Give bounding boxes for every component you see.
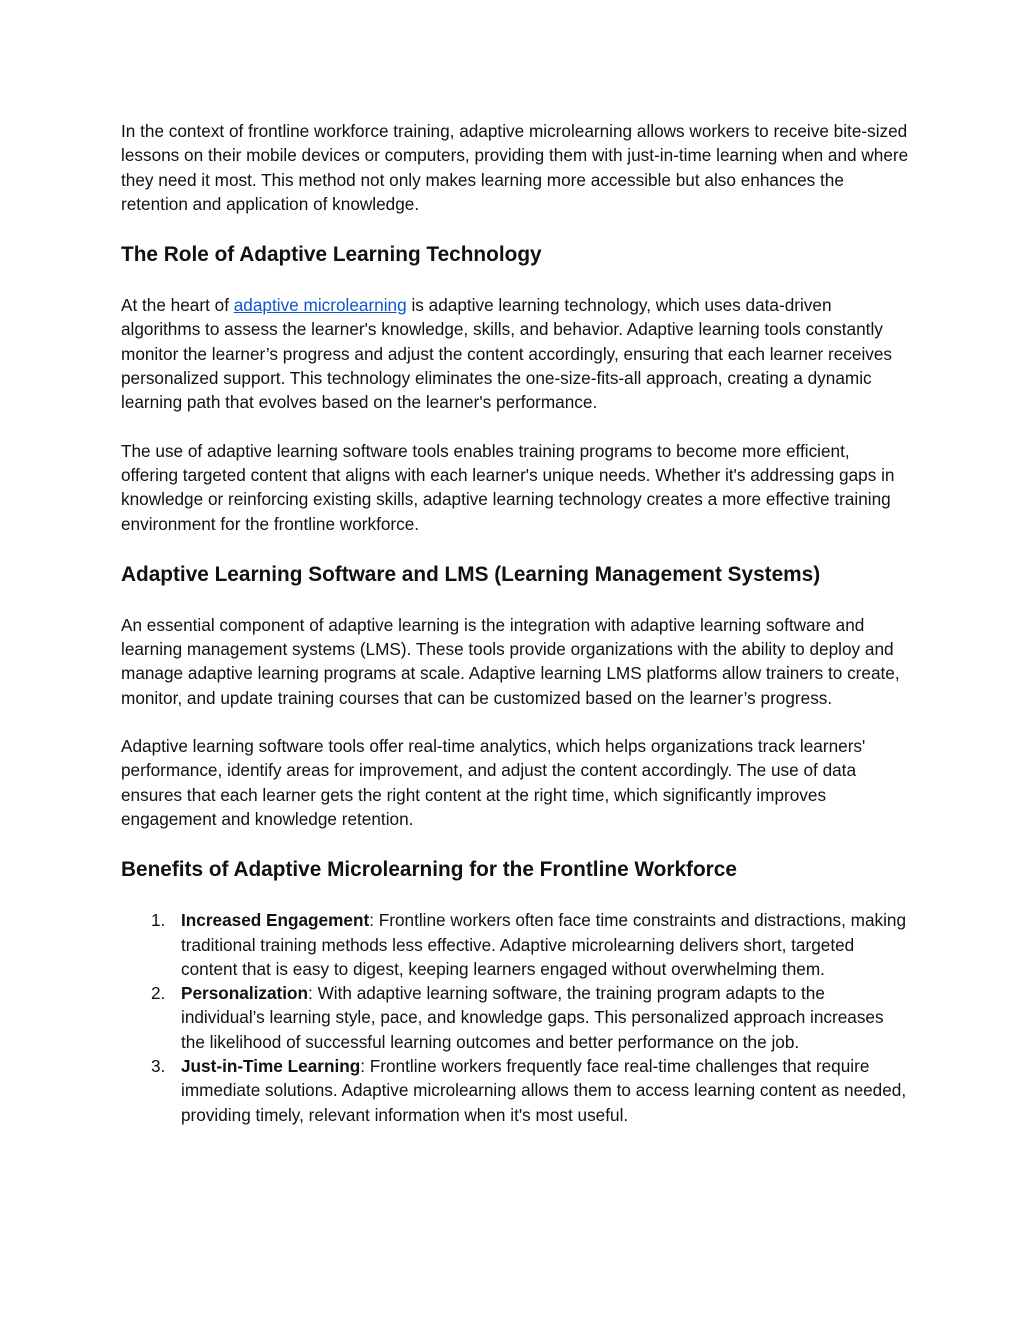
spacer xyxy=(121,710,911,734)
list-item-title: Personalization xyxy=(181,983,309,1004)
role-paragraph-1-rest: is adaptive learning technology, which uses data-driven algorithms to assess the learner's knowledge, skills, and behavior. Adaptive learning tools constantly monitor the learner’s progress and adjust the content accordingly, ensuring that each learner receives personalized support. This technology eliminates the one-size-fits-all approach, creating a dynamic learning path that evolves based on the learner's performance. xyxy=(121,295,893,413)
spacer xyxy=(121,884,911,908)
benefits-list xyxy=(121,908,911,1127)
spacer xyxy=(121,589,911,613)
list-item-text: : With adaptive learning software, the training program adapts to the individual’s learning style, pace, and knowledge gaps. This personalized approach increases the likelihood of successful learning outcomes and better performance on the job. xyxy=(181,983,884,1052)
document-page xyxy=(121,119,911,1127)
section-heading-benefits: Benefits of Adaptive Microlearning for the Frontline Workforce xyxy=(121,858,737,882)
list-item-title: Just-in-Time Learning xyxy=(181,1056,361,1077)
lms-paragraph-2: Adaptive learning software tools offer real-time analytics, which helps organizations track learners' performance, identify areas for improvement, and adjust the content accordingly. The use of data ensures that each learner gets the right content at the right time, which significantly improves engagement and knowledge retention. xyxy=(121,736,866,829)
list-item-just-in-time-learning xyxy=(121,1054,911,1127)
section-heading-role-of-adaptive-learning: The Role of Adaptive Learning Technology xyxy=(121,243,542,267)
adaptive-microlearning-link[interactable]: adaptive microlearning xyxy=(233,295,407,316)
spacer xyxy=(121,216,911,241)
intro-paragraph: In the context of frontline workforce training, adaptive microlearning allows workers to receive bite-sized lessons on their mobile devices or computers, providing them with just-in-time learning when and where they need it most. This method not only makes learning more accessible but also enhances the retention and application of knowledge. xyxy=(121,121,909,214)
list-item-title: Increased Engagement xyxy=(181,910,370,931)
lms-paragraph-1: An essential component of adaptive learning is the integration with adaptive learning software and learning management systems (LMS). These tools provide organizations with the ability to deploy and manage adaptive learning programs at scale. Adaptive learning LMS platforms allow trainers to create, monitor, and update training courses that can be customized based on the learner’s progress. xyxy=(121,614,900,708)
role-paragraph-1-start: At the heart of xyxy=(121,295,234,316)
list-item-text: : Frontline workers frequently face real-time challenges that require immediate solutions. Adaptive microlearning allows them to access learning content as needed, providing timely, relevant information when it's most useful. xyxy=(181,1056,907,1125)
spacer xyxy=(121,831,911,856)
section-heading-software-and-lms: Adaptive Learning Software and LMS (Learning Management Systems) xyxy=(121,562,821,586)
list-item-increased-engagement xyxy=(121,908,911,981)
spacer xyxy=(121,536,911,561)
list-item-personalization xyxy=(121,981,911,1054)
spacer xyxy=(121,269,911,293)
list-item-number: 1. xyxy=(151,910,166,931)
list-item-text: : Frontline workers often face time constraints and distractions, making traditional training methods less effective. Adaptive microlearning delivers short, targeted content that is easy to digest, keeping learners engaged without overwhelming them. xyxy=(181,910,907,979)
role-paragraph-2: The use of adaptive learning software tools enables training programs to become more efficient, offering targeted content that aligns with each learner's unique needs. Whether it's addressing gaps in knowledge or reinforcing existing skills, adaptive learning technology creates a more effective training environment for the frontline workforce. xyxy=(121,440,895,534)
list-item-number: 2. xyxy=(151,983,166,1004)
role-paragraph-1 xyxy=(121,293,911,414)
spacer xyxy=(121,415,911,439)
list-item-number: 3. xyxy=(151,1056,166,1077)
